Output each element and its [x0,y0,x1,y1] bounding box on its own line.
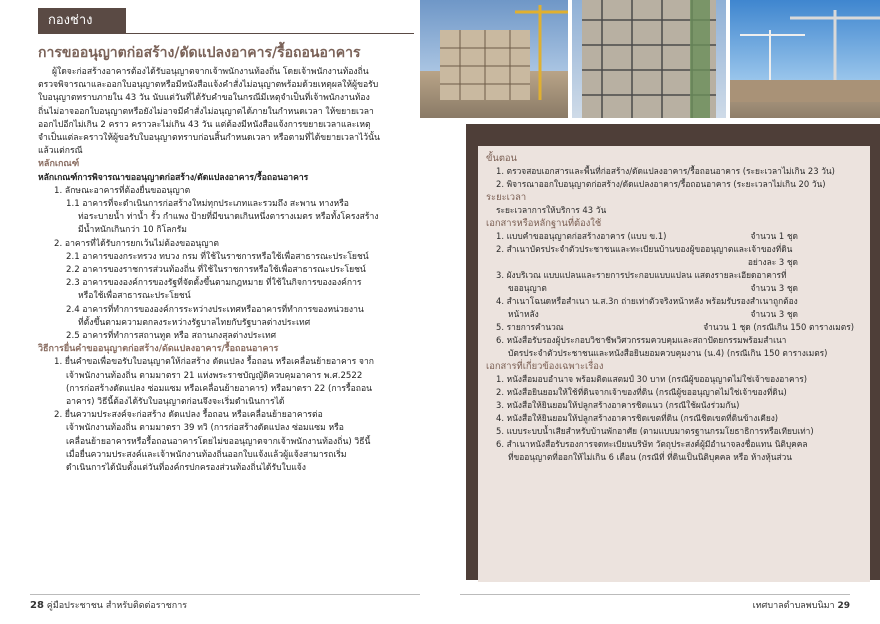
list-item [486,282,868,295]
intro-line: แล้วแต่กรณี [38,146,83,157]
list-item: 2.3 อาคารขององค์การของรัฐที่จัดตั้งขึ้นตามกฎหมาย ที่ใช้ในกิจการขององค์การ [66,278,362,289]
list-item: 2. พิจารณาออกใบอนุญาตก่อสร้าง/ดัดแปลงอาคาร/รื้อถอนอาคาร (ระยะเวลาไม่เกิน 20 วัน) [496,179,826,189]
left-column [38,66,410,475]
list-item [486,230,868,243]
list-item: 2. ยื่นความประสงค์จะก่อสร้าง ดัดแปลง รื้อถอน หรือเคลื่อนย้ายอาคารต่อ [54,410,323,421]
list-item: เจ้าพนักงานท้องถิ่น ตามมาตรา 39 ทวิ (การก่อสร้างดัดแปลง ซ่อมแซม หรือ [66,423,344,434]
list-item: 1. ตรวจสอบเอกสารและพื้นที่ก่อสร้าง/ดัดแปลงอาคาร/รื้อถอนอาคาร (ระยะเวลาไม่เกิน 23 วัน) [496,166,835,176]
list-item: ที่ตั้งขึ้นตามความตกลงระหว่างรัฐบาลไทยกับรัฐบาลต่างประเทศ [78,317,311,328]
list-item: หรือใช้เพื่อสาธารณะประโยชน์ [78,291,191,302]
list-item: เมื่อยื่นความประสงค์และเจ้าพนักงานท้องถิ่นออกใบแจ้งแล้วผู้แจ้งสามารถเริ่ม [66,449,347,460]
construction-photo [572,0,726,118]
page-number: 28 [30,600,44,611]
principles-title: หลักเกณฑ์การพิจารณาขออนุญาตก่อสร้าง/ดัดแปลงอาคาร/รื้อถอนอาคาร [38,172,309,183]
section-heading-docs: เอกสารหรือหลักฐานที่ต้องใช้ [486,218,602,229]
list-item: 1. หนังสือมอบอำนาจ พร้อมติดแสตมป์ 30 บาท (กรณีผู้ขออนุญาตไม่ใช่เจ้าของอาคาร) [496,374,808,384]
section-heading-principles: หลักเกณฑ์ [38,159,80,170]
list-item: 2. หนังสือยินยอมให้ใช้ที่ดินจากเจ้าของที่ดิน (กรณีผู้ขออนุญาตไม่ใช่เจ้าของที่ดิน) [496,387,787,397]
list-item: มีน้ำหนักเกินกว่า 10 กิโลกรัม [78,225,187,236]
intro-line: ตรวจพิจารณาและออกใบอนุญาตหรือมีหนังสือแจ้งคำสั่งไม่อนุญาตพร้อมด้วยเหตุผลให้ผู้ขอรับ [38,80,379,91]
footer-rule [30,594,420,595]
list-item: อาคาร) วิธีนี้ต้องได้รับใบอนุญาตก่อนจึงจะเริ่มดำเนินการได้ [66,397,285,408]
intro-line: ออกไปอีกไม่เกิน 2 คราว คราวละไม่เกิน 43 วัน แต่ต้องมีหนังสือแจ้งการขยายเวลาและเหตุ [38,119,371,130]
page-title: การขออนุญาตก่อสร้าง/ดัดแปลงอาคาร/รื้อถอนอาคาร [38,45,361,61]
list-item: 2.1 อาคารของกระทรวง ทบวง กรม ที่ใช้ในราชการหรือใช้เพื่อสาธารณะประโยชน์ [66,251,369,262]
right-column [486,152,868,464]
list-item: 3. หนังสือให้ยินยอมให้ปลูกสร้างอาคารชิดแนว (กรณีใช้ผนังร่วมกัน) [496,400,740,410]
footer-left [30,598,187,612]
intro-line: ใบอนุญาตทราบภายใน 43 วัน นับแต่วันที่ได้รับคำขอในกรณีมีเหตุจำเป็นที่เจ้าพนักงานท้อง [38,93,370,104]
header-rule [126,33,414,34]
list-item: 1. ลักษณะอาคารที่ต้องยื่นขออนุญาต [54,185,191,196]
list-item: ท่อระบายน้ำ ท่าน้ำ รั้ว กำแพง ป้ายที่มีขนาดเกินหนึ่งตารางเมตร หรือทั้งโครงสร้าง [78,212,379,223]
list-item: ที่ขออนุญาตที่ออกให้ไม่เกิน 6 เดือน (กรณีที่ ที่ดินเป็นนิติบุคคล หรือ ห้างหุ้นส่วน [508,452,792,462]
list-item: 2. อาคารที่ได้รับการยกเว้นไม่ต้องขออนุญาต [54,238,219,249]
section-heading-time: ระยะเวลา [486,192,527,203]
crane-illustration [730,0,880,118]
list-item [486,256,868,269]
list-item: 1.1 อาคารที่จะดำเนินการก่อสร้างใหม่ทุกประเภทและรวมถึง สะพาน ทางหรือ [66,199,349,210]
scaffold-illustration [572,0,726,118]
list-item: 4. หนังสือให้ยินยอมให้ปลูกสร้างอาคารชิดเขตที่ดิน (กรณีชิดเขตที่ดินข้างเคียง) [496,413,779,423]
construction-photo [420,0,568,118]
doc-amount: จำนวน 1 ชุด [750,231,798,241]
list-item [486,308,868,321]
section-heading-method: วิธีการยื่นคำขออนุญาตก่อสร้าง/ดัดแปลงอาคาร/รื้อถอนอาคาร [38,344,279,355]
list-item: 6. สำเนาหนังสือรับรองการจดทะเบียนบริษัท วัตถุประสงค์ผู้มีอำนาจลงชื่อแทน นิติบุคคล [496,439,808,449]
list-item: 2.4 อาคารที่ทำการขององค์การระหว่างประเทศหรืออาคารที่ทำการของหน่วยงาน [66,304,364,315]
doc-amount: อย่างละ 3 ชุด [747,257,798,267]
intro-line: ผู้ใดจะก่อสร้างอาคารต้องได้รับอนุญาตจากเจ้าพนักงานท้องถิ่น โดยเจ้าพนักงานท้องถิ่น [52,67,369,77]
list-item: เจ้าพนักงานท้องถิ่น ตามมาตรา 21 แห่งพระราชบัญญัติควบคุมอาคาร พ.ศ.2522 [66,370,363,381]
footer-text: เทศบาลตำบลพบนิมา [752,601,835,611]
doc-amount: จำนวน 3 ชุด [750,283,798,293]
doc-text: ขออนุญาต [508,283,547,293]
doc-text: หน้าหลัง [508,309,539,319]
department-tab: กองช่าง [38,8,126,34]
list-item: 2. สำเนาบัตรประจำตัวประชาชนและทะเบียนบ้านของผู้ขออนุญาตและเจ้าของที่ดิน [496,244,793,254]
doc-amount: จำนวน 3 ชุด [750,309,798,319]
list-item: 5. แบบระบบน้ำเสียสำหรับบ้านพักอาศัย (ตามแบบมาตรฐานกรมโยธาธิการหรือเทียบเท่า) [496,426,814,436]
list-item: 1. ยื่นคำขอเพื่อขอรับใบอนุญาตให้ก่อสร้าง ดัดแปลง รื้อถอน หรือเคลื่อนย้ายอาคาร จาก [54,357,374,368]
doc-text: 5. รายการคำนวณ [496,322,564,332]
list-item: 2.5 อาคารที่ทำการสถานทูต หรือ สถานกงสุลต่างประเทศ [66,331,277,342]
footer-rule [460,594,850,595]
doc-text: 1. แบบคำขออนุญาตก่อสร้างอาคาร (แบบ ข.1) [496,231,667,241]
building-illustration [420,0,568,118]
intro-line: จำเป็นแต่ละคราวให้ผู้ขอรับใบอนุญาตทราบก่อนสิ้นกำหนดเวลา หรือตามที่ได้ขยายเวลาไว้นั้น [38,133,380,144]
footer-right [753,598,850,612]
construction-photo [730,0,880,118]
section-heading-related: เอกสารที่เกี่ยวข้องเฉพาะเรื่อง [486,361,604,372]
list-item: เคลื่อนย้ายอาคารหรือรื้อถอนอาคารโดยไม่ขออนุญาตจากเจ้าพนักงานท้องถิ่น) วิธีนี้ [66,436,371,447]
section-heading-steps: ขั้นตอน [486,153,517,164]
list-item: 4. สำเนาโฉนดหรือสำเนา น.ส.3ก ถ่ายเท่าตัวจริงหน้าหลัง พร้อมรับรองสำเนาถูกต้อง [496,296,798,306]
doc-amount: จำนวน 1 ชุด (กรณีเกิน 150 ตารางเมตร) [703,322,854,332]
list-item: 2.2 อาคารของราชการส่วนท้องถิ่น ที่ใช้ในราชการหรือใช้เพื่อสาธารณะประโยชน์ [66,265,366,276]
footer-text: คู่มือประชาชน สำหรับติดต่อราชการ [46,601,188,611]
page-number: 29 [837,601,850,611]
intro-line: ถิ่นไม่อาจออกใบอนุญาตหรือยังไม่อาจมีคำสั่งไม่อนุญาตได้ภายในกำหนดเวลา ให้ขยายเวลา [38,106,374,117]
time-text: ระยะเวลาการให้บริการ 43 วัน [496,205,607,215]
list-item: ดำเนินการได้นับตั้งแต่วันที่องค์กรปกครองส่วนท้องถิ่นได้รับใบแจ้ง [66,463,306,474]
list-item: 3. ผังบริเวณ แบบแปลนและรายการประกอบแบบแปลน แสดงรายละเอียดอาคารที่ [496,270,787,280]
list-item: บัตรประจำตัวประชาชนและหนังสือยินยอมควบคุมงาน (น.4) (กรณีเกิน 150 ตารางเมตร) [508,348,828,358]
list-item [486,321,868,334]
list-item: (การก่อสร้างดัดแปลง ซ่อมแซม หรือเคลื่อนย้ายอาคาร) หรือมาตรา 22 (การรื้อถอน [66,383,372,394]
list-item: 6. หนังสือรับรองผู้ประกอบวิชาชีพวิศวกรรมควบคุมและสถาปัตยกรรมพร้อมสำเนา [496,335,787,345]
